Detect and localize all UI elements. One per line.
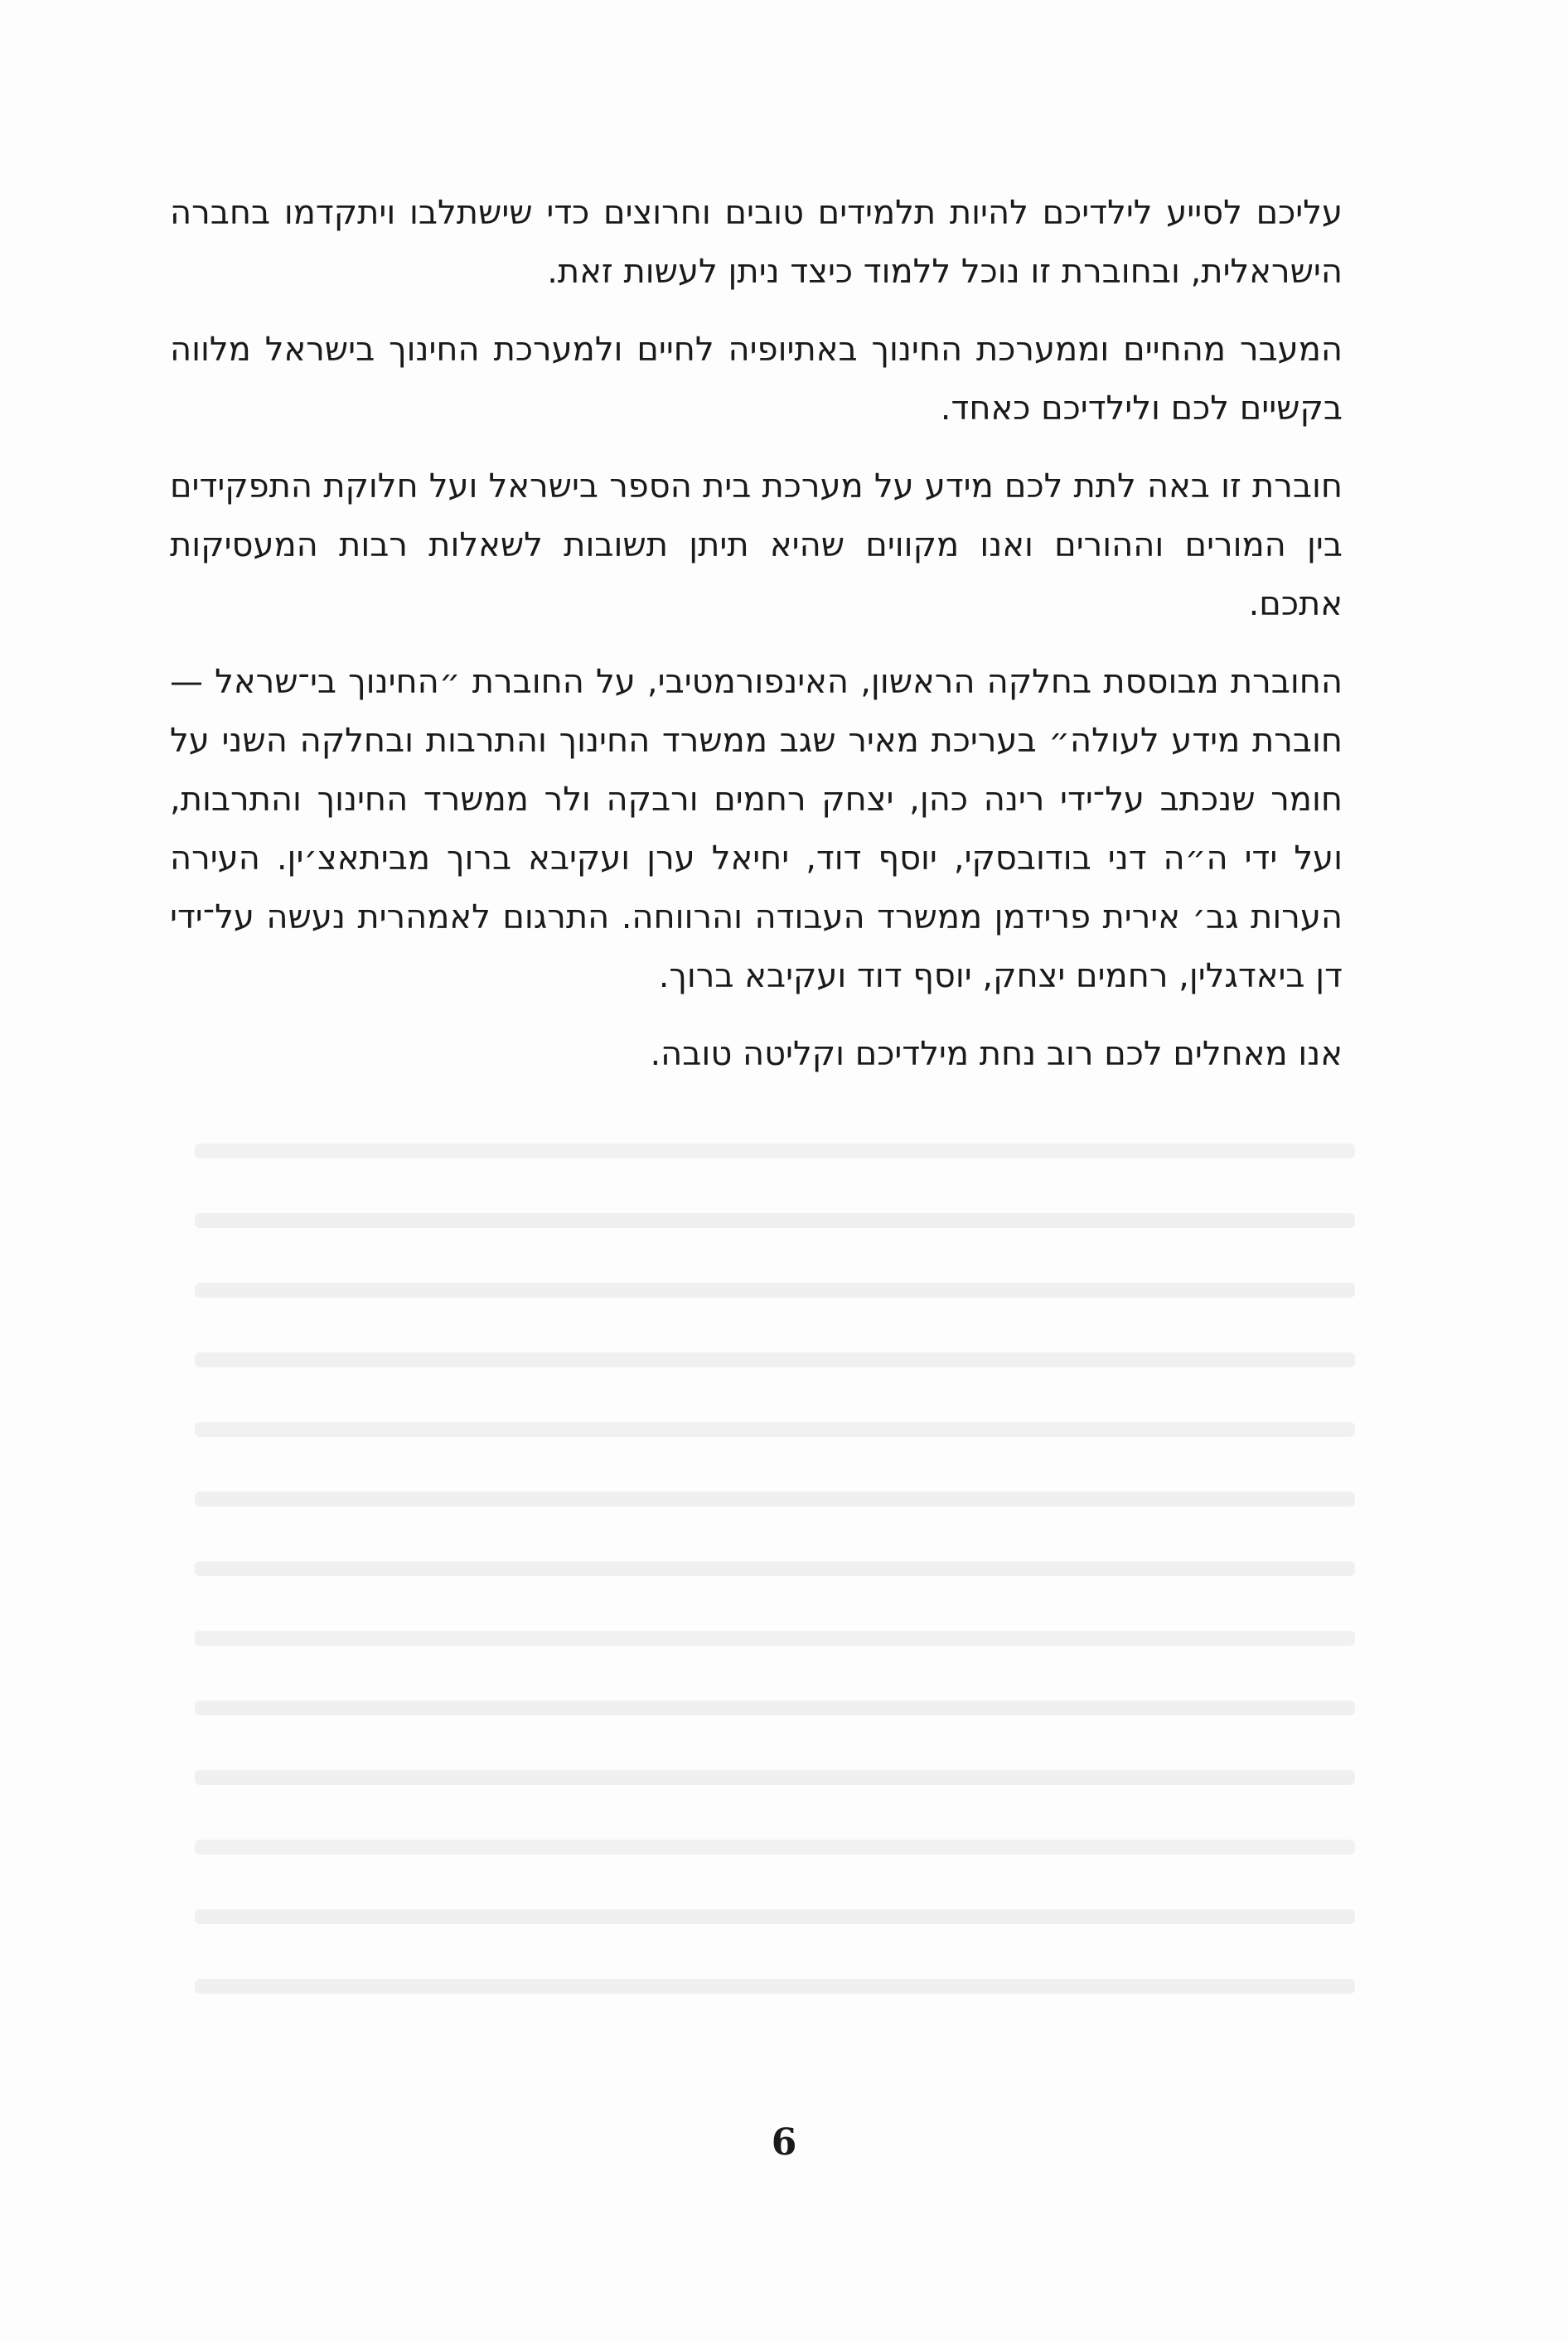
show-through-line bbox=[195, 1700, 1355, 1715]
show-through-line bbox=[195, 1631, 1355, 1646]
show-through-line bbox=[195, 1352, 1355, 1367]
page-number: 6 bbox=[771, 2121, 797, 2164]
show-through-line bbox=[195, 1144, 1355, 1158]
paragraph-booklet-purpose: חוברת זו באה לתת לכם מידע על מערכת בית הספר בישראל ועל חלוקת התפקידים בין המורים וההורים ואנו מקווים שהיא תיתן תשובות לשאלות רבות המעסיקות אתכם. bbox=[170, 467, 1343, 623]
show-through-line bbox=[195, 1561, 1355, 1576]
paragraph-transition: המעבר מהחיים וממערכת החינוך באתיופיה לחיים ולמערכת החינוך בישראל מלווה בקשיים לכם ולילדיכם כאחד. bbox=[170, 331, 1343, 428]
show-through-line bbox=[195, 1213, 1355, 1228]
show-through-line bbox=[195, 1840, 1355, 1855]
body-text bbox=[170, 184, 1343, 1084]
show-through-line bbox=[195, 1979, 1355, 1994]
paragraph-help-children: עליכם לסייע לילדיכם להיות תלמידים טובים וחרוצים כדי שישתלבו ויתקדמו בחברה הישראלית, ובחוברת זו נוכל ללמוד כיצד ניתן לעשות זאת. bbox=[170, 194, 1343, 291]
show-through-background bbox=[195, 1144, 1355, 2063]
show-through-line bbox=[195, 1422, 1355, 1437]
show-through-line bbox=[195, 1283, 1355, 1298]
show-through-line bbox=[195, 1770, 1355, 1785]
paragraph-credits: החוברת מבוססת בחלקה הראשון, האינפורמטיבי, על החוברת ״החינוך בי־שראל — חוברת מידע לעולה״ בעריכת מאיר שגב ממשרד החינוך והתרבות ובחלקה השני על חומר שנכתב על־ידי רינה כהן, יצחק רחמים ורבקה ולר ממשרד החינוך והתרבות, ועל ידי ה״ה דני בודובסקי, יוסף דוד, יחיאל ערן ועקיבא ברוך מביתאצ׳ין. העירה הערות גב׳ אירית פרידמן ממשרד העבודה והרווחה. התרגום לאמהרית נעשה על־ידי דן ביאדגלין, רחמים יצחק, יוסף דוד ועקיבא ברוך. bbox=[170, 663, 1343, 995]
show-through-line bbox=[195, 1492, 1355, 1507]
closing-wish: אנו מאחלים לכם רוב נחת מילדיכם וקליטה טובה. bbox=[650, 1035, 1343, 1073]
show-through-line bbox=[195, 1909, 1355, 1924]
